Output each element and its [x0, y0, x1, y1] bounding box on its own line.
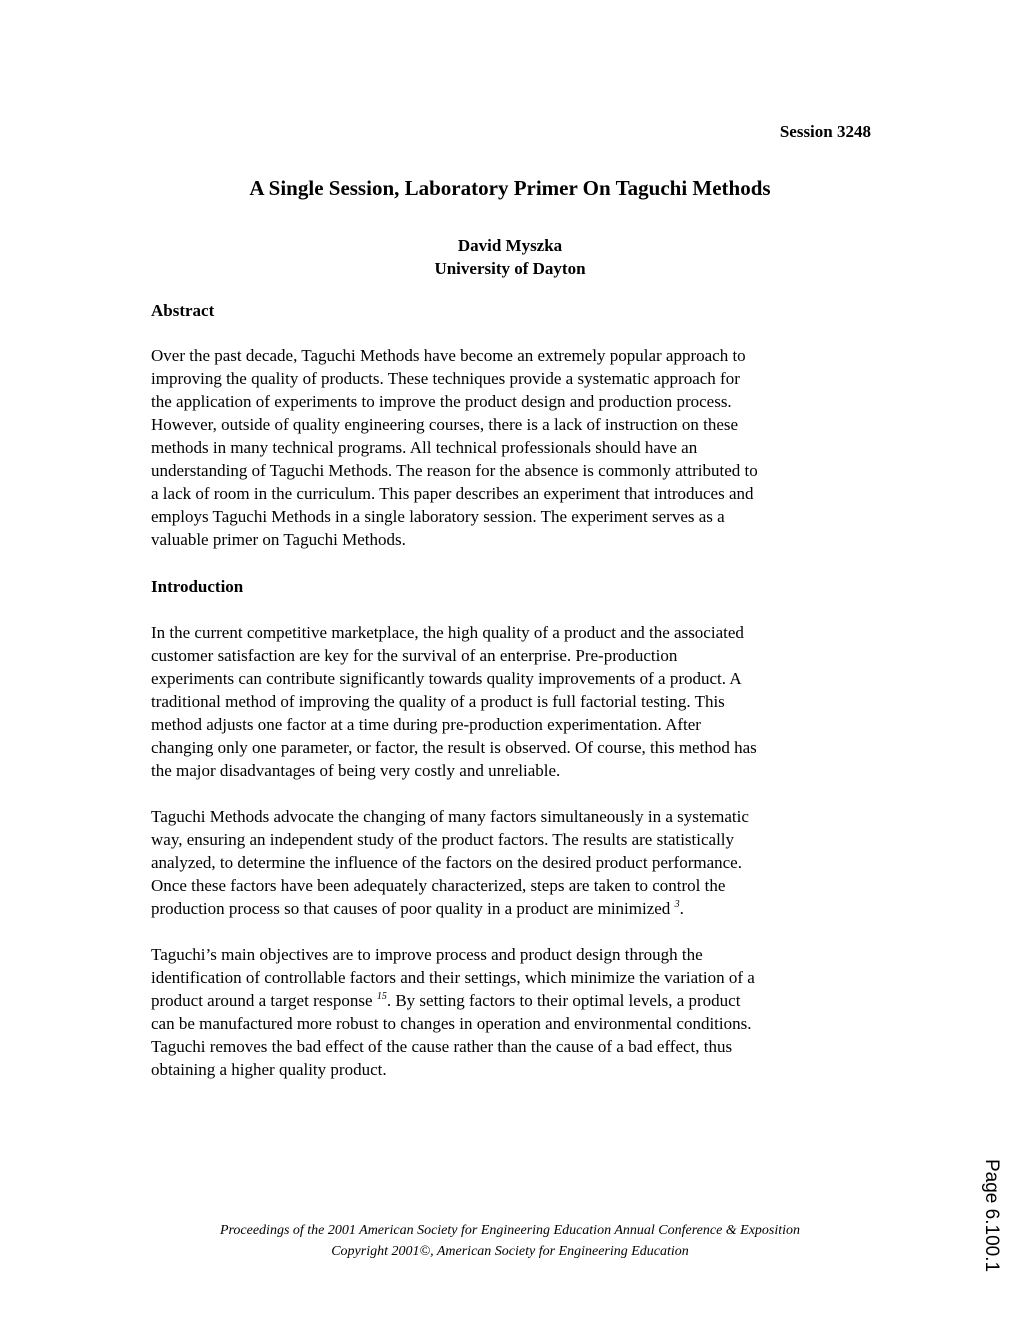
abstract-heading: Abstract — [151, 301, 215, 320]
text-line: Taguchi’s main objectives are to improve process and product design through the — [151, 945, 703, 964]
session-number: Session 3248 — [779, 122, 871, 141]
footer-proceedings: Proceedings of the 2001 American Society for Engineering Education Annual Conference & Exposition — [219, 1223, 801, 1238]
text-segment: . — [679, 899, 684, 918]
text-segment: product around a target response — [151, 991, 377, 1010]
text-line: improving the quality of products. These techniques provide a systematic approach for — [151, 369, 740, 388]
page-number: Page 6.100.1 — [981, 1159, 1002, 1273]
author-affiliation: University of Dayton — [434, 259, 586, 278]
text-line: the major disadvantages of being very costly and unreliable. — [151, 761, 561, 780]
text-line: methods in many technical programs. All technical professionals should have an — [151, 438, 698, 457]
text-line — [151, 989, 873, 1012]
text-line: valuable primer on Taguchi Methods. — [151, 530, 406, 549]
introduction-paragraph-3 — [151, 943, 873, 1081]
text-line: Once these factors have been adequately characterized, steps are taken to control the — [151, 876, 726, 895]
abstract-paragraph — [151, 344, 873, 551]
text-line — [151, 897, 873, 920]
text-line: the application of experiments to improve the product design and production process. — [151, 392, 732, 411]
text-line: customer satisfaction are key for the survival of an enterprise. Pre-production — [151, 646, 678, 665]
citation-reference: 15 — [376, 991, 387, 1002]
introduction-paragraph-2 — [151, 805, 873, 920]
introduction-paragraph-1 — [151, 621, 873, 782]
text-line: Taguchi Methods advocate the changing of many factors simultaneously in a systematic — [151, 807, 749, 826]
text-line: Taguchi removes the bad effect of the cause rather than the cause of a bad effect, thus — [151, 1037, 733, 1056]
text-line: analyzed, to determine the influence of the factors on the desired product performance. — [151, 853, 742, 872]
text-line: Over the past decade, Taguchi Methods have become an extremely popular approach to — [151, 346, 746, 365]
text-line: understanding of Taguchi Methods. The reason for the absence is commonly attributed to — [151, 461, 758, 480]
text-line: way, ensuring an independent study of the product factors. The results are statistically — [151, 830, 735, 849]
citation-reference: 3 — [674, 899, 680, 910]
paper-title: A Single Session, Laboratory Primer On Taguchi Methods — [249, 176, 771, 200]
text-line: can be manufactured more robust to changes in operation and environmental conditions. — [151, 1014, 752, 1033]
text-line: changing only one parameter, or factor, the result is observed. Of course, this method has — [151, 738, 757, 757]
text-line: However, outside of quality engineering courses, there is a lack of instruction on these — [151, 415, 739, 434]
footer-copyright: Copyright 2001©, American Society for Engineering Education — [331, 1244, 689, 1259]
text-line: a lack of room in the curriculum. This paper describes an experiment that introduces and — [151, 484, 754, 503]
text-line: In the current competitive marketplace, the high quality of a product and the associated — [151, 623, 744, 642]
text-line: employs Taguchi Methods in a single laboratory session. The experiment serves as a — [151, 507, 725, 526]
text-line: experiments can contribute significantly towards quality improvements of a product. A — [151, 669, 742, 688]
text-segment: production process so that causes of poor quality in a product are minimized — [151, 899, 675, 918]
author-name: David Myszka — [457, 236, 563, 255]
text-segment: . By setting factors to their optimal levels, a product — [386, 991, 741, 1010]
text-line: identification of controllable factors and their settings, which minimize the variation of a — [151, 968, 755, 987]
text-line: method adjusts one factor at a time during pre-production experimentation. After — [151, 715, 701, 734]
text-line: traditional method of improving the quality of a product is full factorial testing. This — [151, 692, 725, 711]
introduction-heading: Introduction — [151, 577, 244, 596]
text-line: obtaining a higher quality product. — [151, 1060, 387, 1079]
